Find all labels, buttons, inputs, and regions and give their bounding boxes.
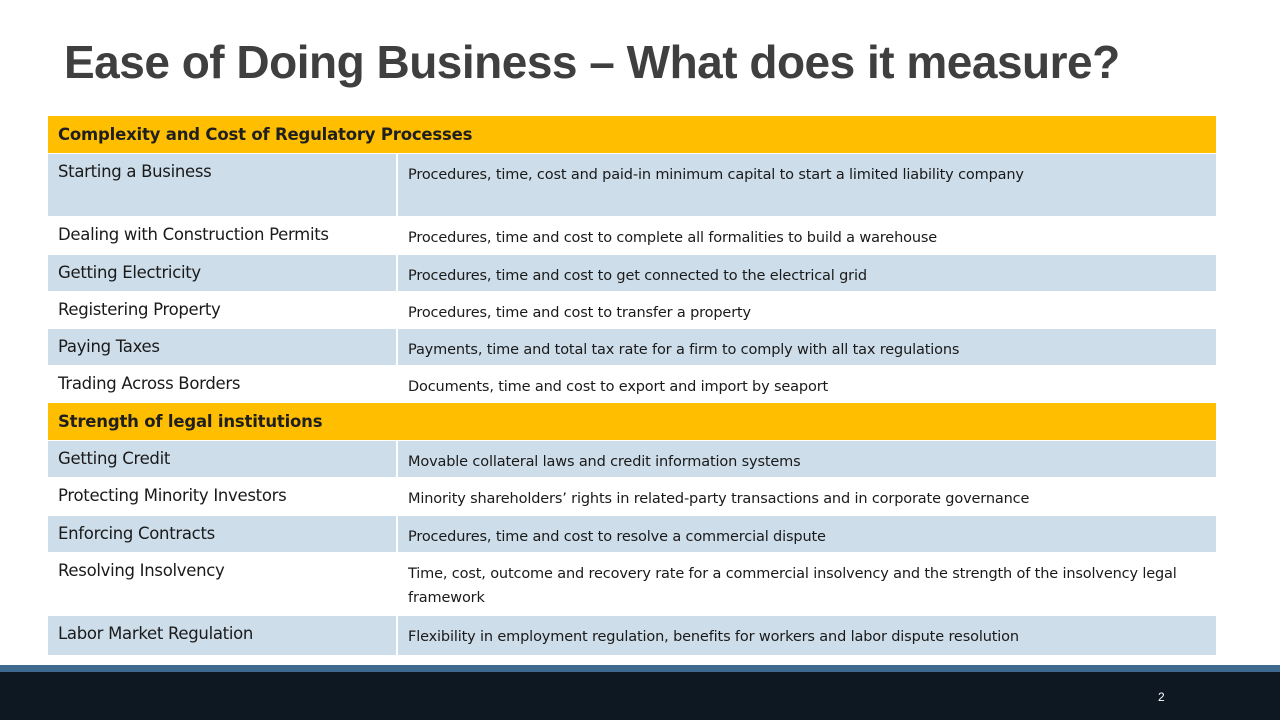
table-row bbox=[48, 441, 1216, 478]
indicator-name: Labor Market Regulation bbox=[48, 616, 398, 655]
indicator-name: Enforcing Contracts bbox=[48, 516, 398, 552]
section-header-label: Complexity and Cost of Regulatory Processes bbox=[58, 125, 473, 144]
indicator-name: Paying Taxes bbox=[48, 329, 398, 365]
table-row bbox=[48, 329, 1216, 366]
table-row bbox=[48, 366, 1216, 403]
indicator-description: Procedures, time and cost to resolve a commercial dispute bbox=[408, 529, 826, 545]
indicator-description: Procedures, time, cost and paid-in minimum capital to start a limited liability company bbox=[408, 167, 1024, 183]
footer-accent-stripe bbox=[0, 665, 1280, 672]
page-number: 2 bbox=[1158, 690, 1165, 704]
indicator-name: Dealing with Construction Permits bbox=[48, 217, 398, 254]
table-row bbox=[48, 154, 1216, 217]
table-row bbox=[48, 478, 1216, 516]
indicator-name: Registering Property bbox=[48, 292, 398, 328]
table-row bbox=[48, 516, 1216, 553]
indicator-description: Procedures, time and cost to get connected to the electrical grid bbox=[408, 268, 867, 284]
indicator-description: Procedures, time and cost to transfer a property bbox=[408, 305, 751, 321]
table-row bbox=[48, 255, 1216, 292]
footer-bar bbox=[0, 672, 1280, 720]
indicator-name: Getting Electricity bbox=[48, 255, 398, 291]
table-row bbox=[48, 553, 1216, 616]
indicator-description: Payments, time and total tax rate for a firm to comply with all tax regulations bbox=[408, 342, 960, 358]
indicator-name: Resolving Insolvency bbox=[48, 553, 398, 615]
table-row bbox=[48, 616, 1216, 656]
indicators-table bbox=[48, 116, 1216, 656]
section-header-regulatory-processes bbox=[48, 116, 1216, 154]
indicator-description: Procedures, time and cost to complete all formalities to build a warehouse bbox=[408, 230, 938, 246]
indicator-description: Movable collateral laws and credit information systems bbox=[408, 454, 801, 470]
indicator-name: Getting Credit bbox=[48, 441, 398, 477]
table-row bbox=[48, 217, 1216, 255]
indicator-name: Trading Across Borders bbox=[48, 366, 398, 402]
indicator-description: Minority shareholders’ rights in related-party transactions and in corporate governance bbox=[408, 491, 1030, 507]
section-header-label: Strength of legal institutions bbox=[58, 412, 323, 431]
indicator-description: Documents, time and cost to export and import by seaport bbox=[408, 379, 829, 395]
indicator-description: Time, cost, outcome and recovery rate for a commercial insolvency and the strength of the insolvency legal framework bbox=[408, 566, 1177, 606]
section-header-legal-institutions bbox=[48, 403, 1216, 441]
indicator-name: Protecting Minority Investors bbox=[48, 478, 398, 515]
table-row bbox=[48, 292, 1216, 329]
slide-title: Ease of Doing Business – What does it measure? bbox=[64, 36, 1120, 88]
indicator-name: Starting a Business bbox=[48, 154, 398, 216]
indicator-description: Flexibility in employment regulation, benefits for workers and labor dispute resolution bbox=[408, 629, 1019, 645]
